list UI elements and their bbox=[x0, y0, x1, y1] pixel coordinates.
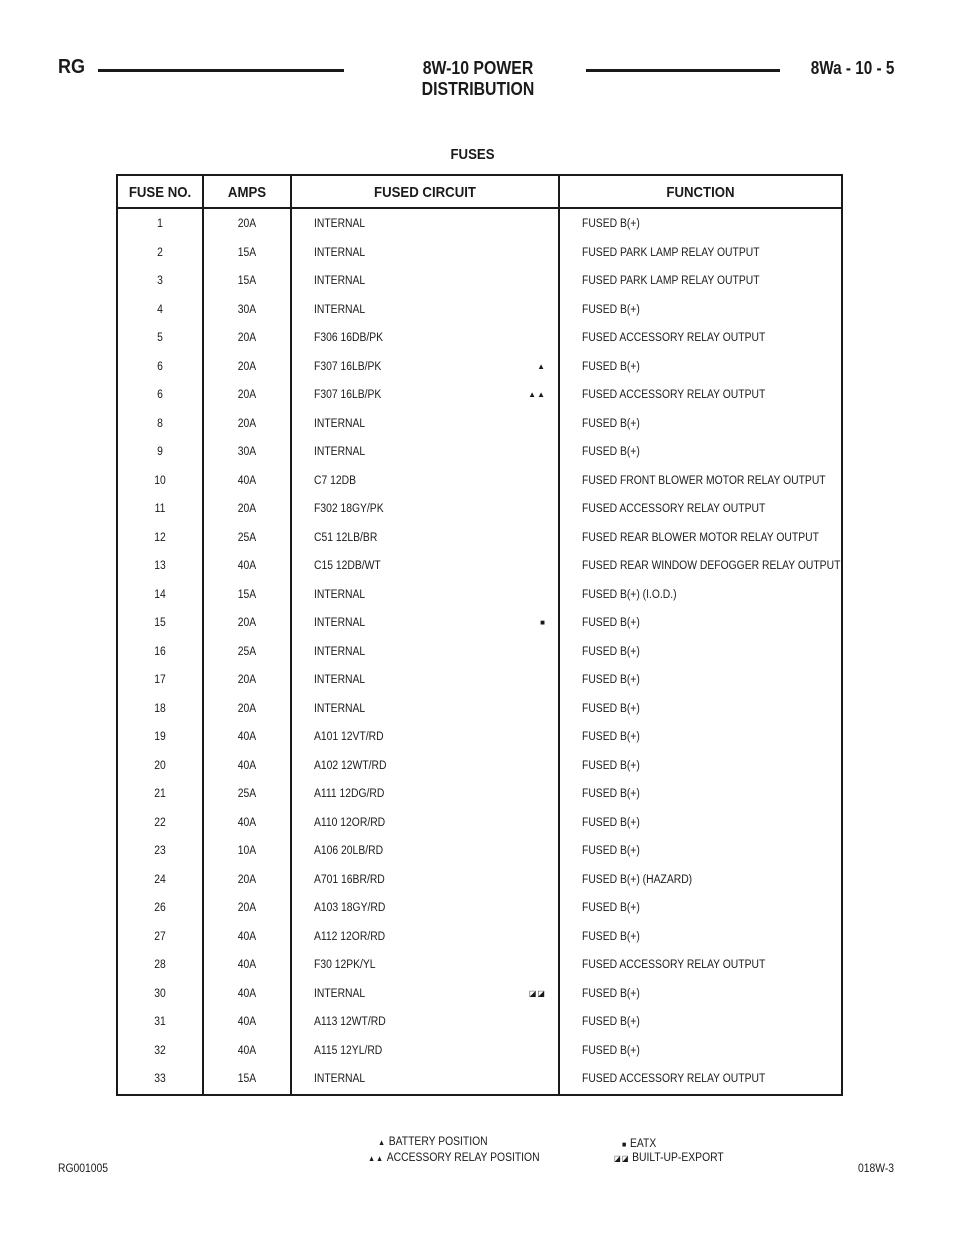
table-row bbox=[118, 1065, 841, 1094]
fuse-function: FUSED B(+) bbox=[582, 303, 640, 316]
position-marker-icon: ▲▲ bbox=[528, 390, 546, 400]
fused-circuit: F307 16LB/PK bbox=[314, 360, 382, 373]
table-row bbox=[118, 980, 841, 1009]
legend-label: BUILT-UP-EXPORT bbox=[632, 1152, 724, 1164]
fuse-number: 32 bbox=[154, 1044, 166, 1057]
fuse-function: FUSED PARK LAMP RELAY OUTPUT bbox=[582, 275, 760, 288]
fused-circuit: A102 12WT/RD bbox=[314, 759, 387, 772]
figure-code: 018W-3 bbox=[857, 1163, 894, 1175]
fuse-number: 17 bbox=[154, 674, 166, 687]
page-header bbox=[58, 56, 894, 99]
fuse-amps: 40A bbox=[237, 759, 257, 772]
fuse-amps: 20A bbox=[237, 218, 257, 230]
table-row bbox=[118, 923, 841, 952]
fuse-amps: 20A bbox=[237, 702, 257, 715]
fuse-amps: 40A bbox=[237, 731, 257, 744]
fused-circuit: A701 16BR/RD bbox=[314, 873, 385, 886]
fused-circuit: C7 12DB bbox=[314, 474, 357, 487]
double-triangle-icon: ▲▲ bbox=[368, 1154, 385, 1163]
fuse-function: FUSED ACCESSORY RELAY OUTPUT bbox=[582, 959, 766, 972]
fuse-number: 18 bbox=[154, 702, 166, 715]
fuse-function: FUSED B(+) (HAZARD) bbox=[582, 873, 693, 886]
fuse-number: 19 bbox=[154, 731, 166, 744]
header-page-number: 8Wa - 10 - 5 bbox=[810, 58, 894, 78]
fuse-amps: 30A bbox=[237, 303, 257, 316]
fuse-amps: 40A bbox=[237, 930, 257, 943]
fused-circuit: INTERNAL bbox=[314, 588, 366, 601]
fuse-amps: 40A bbox=[237, 474, 257, 487]
column-header-amps: AMPS bbox=[227, 184, 267, 201]
table-row bbox=[118, 410, 841, 439]
fuse-number: 31 bbox=[154, 1016, 166, 1029]
legend-eatx bbox=[622, 1138, 656, 1150]
fused-circuit: A101 12VT/RD bbox=[314, 731, 384, 744]
fuse-number: 24 bbox=[154, 873, 166, 886]
fuse-function: FUSED B(+) bbox=[582, 788, 640, 801]
legend-label: ACCESSORY RELAY POSITION bbox=[386, 1152, 540, 1164]
legend-label: BATTERY POSITION bbox=[388, 1136, 488, 1148]
header-rule-right bbox=[586, 69, 780, 72]
fuse-amps: 20A bbox=[237, 503, 257, 516]
header-divider bbox=[118, 207, 841, 209]
fused-circuit: C15 12DB/WT bbox=[314, 560, 381, 573]
table-row bbox=[118, 495, 841, 524]
fuse-function: FUSED PARK LAMP RELAY OUTPUT bbox=[582, 246, 760, 259]
fuse-amps: 20A bbox=[237, 360, 257, 373]
fuse-amps: 25A bbox=[237, 788, 257, 801]
table-row bbox=[118, 609, 841, 638]
fuse-number: 13 bbox=[154, 560, 166, 573]
table-row bbox=[118, 210, 841, 239]
fuse-function: FUSED ACCESSORY RELAY OUTPUT bbox=[582, 503, 766, 516]
fuse-function: FUSED B(+) bbox=[582, 731, 640, 744]
fuse-number: 20 bbox=[154, 759, 166, 772]
table-row bbox=[118, 723, 841, 752]
fused-circuit: A112 12OR/RD bbox=[314, 930, 386, 943]
fuse-amps: 15A bbox=[237, 588, 257, 601]
fused-circuit: A115 12YL/RD bbox=[314, 1044, 383, 1057]
fuse-function: FUSED B(+) bbox=[582, 218, 640, 230]
export-marker-icon: ◪◪ bbox=[528, 988, 546, 998]
fuse-number: 6 bbox=[157, 389, 163, 402]
fuse-number: 30 bbox=[154, 987, 166, 1000]
fuse-number: 9 bbox=[157, 446, 163, 459]
half-square-icon: ◪◪ bbox=[614, 1154, 630, 1163]
fused-circuit: INTERNAL bbox=[314, 617, 366, 630]
column-header-fuse-no: FUSE NO. bbox=[128, 184, 192, 201]
fuse-amps: 40A bbox=[237, 816, 257, 829]
fuse-function: FUSED B(+) bbox=[582, 645, 640, 658]
table-row bbox=[118, 552, 841, 581]
square-icon: ■ bbox=[622, 1140, 628, 1149]
table-row bbox=[118, 752, 841, 781]
fuse-amps: 40A bbox=[237, 987, 257, 1000]
header-section-code: RG bbox=[58, 56, 85, 78]
fuse-amps: 20A bbox=[237, 873, 257, 886]
fuse-function: FUSED B(+) bbox=[582, 360, 640, 373]
fuse-number: 11 bbox=[154, 503, 166, 516]
fused-circuit: A110 12OR/RD bbox=[314, 816, 386, 829]
fuse-number: 4 bbox=[157, 303, 163, 316]
header-rule-left bbox=[98, 69, 344, 72]
fuse-amps: 10A bbox=[237, 845, 257, 858]
fused-circuit: F30 12PK/YL bbox=[314, 959, 376, 972]
fuse-function: FUSED B(+) bbox=[582, 930, 640, 943]
fuse-amps: 20A bbox=[237, 902, 257, 915]
fused-circuit: INTERNAL bbox=[314, 702, 366, 715]
fuse-function: FUSED B(+) bbox=[582, 845, 640, 858]
table-row bbox=[118, 438, 841, 467]
fused-circuit: C51 12LB/BR bbox=[314, 531, 378, 544]
fuse-number: 21 bbox=[154, 788, 166, 801]
fuse-amps: 20A bbox=[237, 389, 257, 402]
fuse-function: FUSED ACCESSORY RELAY OUTPUT bbox=[582, 1073, 766, 1086]
table-row bbox=[118, 381, 841, 410]
fuse-number: 6 bbox=[157, 360, 163, 373]
fused-circuit: INTERNAL bbox=[314, 446, 366, 459]
fused-circuit: F306 16DB/PK bbox=[314, 332, 384, 345]
fused-circuit: INTERNAL bbox=[314, 1073, 366, 1086]
header-title: 8W-10 POWER DISTRIBUTION bbox=[421, 58, 535, 99]
fuse-amps: 30A bbox=[237, 446, 257, 459]
table-row bbox=[118, 296, 841, 325]
fuse-number: 33 bbox=[154, 1073, 166, 1086]
table-row bbox=[118, 638, 841, 667]
legend-accessory-relay-position bbox=[368, 1152, 540, 1164]
position-marker-icon: ▲ bbox=[537, 361, 546, 371]
fuse-number: 1 bbox=[157, 218, 163, 230]
fused-circuit: F302 18GY/PK bbox=[314, 503, 384, 516]
column-header-function: FUNCTION bbox=[666, 184, 735, 201]
table-row bbox=[118, 809, 841, 838]
table-row bbox=[118, 894, 841, 923]
fused-circuit: A106 20LB/RD bbox=[314, 845, 384, 858]
fuse-function: FUSED REAR BLOWER MOTOR RELAY OUTPUT bbox=[582, 531, 819, 544]
table-row bbox=[118, 353, 841, 382]
fuse-number: 14 bbox=[154, 588, 166, 601]
fuse-function: FUSED B(+) bbox=[582, 617, 640, 630]
fuse-table bbox=[116, 174, 843, 1096]
column-header-fused-circuit: FUSED CIRCUIT bbox=[374, 184, 476, 201]
fuse-amps: 20A bbox=[237, 332, 257, 345]
fuse-function: FUSED REAR WINDOW DEFOGGER RELAY OUTPUT bbox=[582, 560, 841, 573]
table-row bbox=[118, 239, 841, 268]
fuse-number: 23 bbox=[154, 845, 166, 858]
fuse-function: FUSED B(+) bbox=[582, 1016, 640, 1029]
figure-id: RG001005 bbox=[58, 1163, 109, 1175]
fuse-amps: 15A bbox=[237, 1073, 257, 1086]
fuse-amps: 20A bbox=[237, 674, 257, 687]
fuse-amps: 20A bbox=[237, 617, 257, 630]
table-row bbox=[118, 666, 841, 695]
fuse-amps: 40A bbox=[237, 560, 257, 573]
fuse-number: 26 bbox=[154, 902, 166, 915]
fuse-function: FUSED B(+) bbox=[582, 987, 640, 1000]
fuse-amps: 15A bbox=[237, 246, 257, 259]
table-row bbox=[118, 1008, 841, 1037]
fused-circuit: F307 16LB/PK bbox=[314, 389, 382, 402]
table-row bbox=[118, 324, 841, 353]
fuse-amps: 25A bbox=[237, 531, 257, 544]
table-row bbox=[118, 866, 841, 895]
fused-circuit: INTERNAL bbox=[314, 303, 366, 316]
fuse-function: FUSED FRONT BLOWER MOTOR RELAY OUTPUT bbox=[582, 474, 826, 487]
fuse-function: FUSED B(+) (I.O.D.) bbox=[582, 588, 677, 601]
fuse-number: 5 bbox=[157, 332, 163, 345]
fuse-amps: 25A bbox=[237, 645, 257, 658]
table-row bbox=[118, 581, 841, 610]
legend-built-up-export bbox=[614, 1152, 724, 1164]
fuse-function: FUSED B(+) bbox=[582, 674, 640, 687]
fuse-function: FUSED B(+) bbox=[582, 816, 640, 829]
triangle-icon: ▲ bbox=[378, 1138, 387, 1147]
fused-circuit: INTERNAL bbox=[314, 674, 366, 687]
fuse-number: 27 bbox=[154, 930, 166, 943]
fuse-amps: 40A bbox=[237, 1044, 257, 1057]
fuse-function: FUSED B(+) bbox=[582, 902, 640, 915]
fuse-number: 2 bbox=[157, 246, 163, 259]
fuse-number: 28 bbox=[154, 959, 166, 972]
table-row bbox=[118, 467, 841, 496]
eatx-marker-icon: ■ bbox=[540, 618, 546, 628]
fused-circuit: INTERNAL bbox=[314, 275, 366, 288]
fuse-number: 22 bbox=[154, 816, 166, 829]
legend-battery-position bbox=[378, 1136, 488, 1148]
fuse-function: FUSED B(+) bbox=[582, 1044, 640, 1057]
fuse-number: 15 bbox=[154, 617, 166, 630]
fuse-number: 10 bbox=[154, 474, 166, 487]
table-row bbox=[118, 780, 841, 809]
fused-circuit: INTERNAL bbox=[314, 218, 366, 230]
table-row bbox=[118, 951, 841, 980]
fuse-function: FUSED ACCESSORY RELAY OUTPUT bbox=[582, 389, 766, 402]
fuse-number: 16 bbox=[154, 645, 166, 658]
fuse-function: FUSED ACCESSORY RELAY OUTPUT bbox=[582, 332, 766, 345]
table-row bbox=[118, 1037, 841, 1066]
page-title: FUSES bbox=[450, 146, 495, 163]
fused-circuit: INTERNAL bbox=[314, 645, 366, 658]
table-row bbox=[118, 695, 841, 724]
table-row bbox=[118, 267, 841, 296]
fused-circuit: A103 18GY/RD bbox=[314, 902, 386, 915]
fuse-function: FUSED B(+) bbox=[582, 702, 640, 715]
fused-circuit: A111 12DG/RD bbox=[314, 788, 385, 801]
fused-circuit: A113 12WT/RD bbox=[314, 1016, 386, 1029]
fuse-amps: 15A bbox=[237, 275, 257, 288]
table-row bbox=[118, 524, 841, 553]
fuse-number: 3 bbox=[157, 275, 163, 288]
fuse-function: FUSED B(+) bbox=[582, 446, 640, 459]
fuse-function: FUSED B(+) bbox=[582, 759, 640, 772]
fuse-amps: 40A bbox=[237, 959, 257, 972]
fuse-amps: 20A bbox=[237, 417, 257, 430]
fuse-function: FUSED B(+) bbox=[582, 417, 640, 430]
fuse-number: 8 bbox=[157, 417, 163, 430]
fused-circuit: INTERNAL bbox=[314, 987, 366, 1000]
fuse-amps: 40A bbox=[237, 1016, 257, 1029]
table-row bbox=[118, 837, 841, 866]
legend-label: EATX bbox=[629, 1138, 657, 1150]
fuse-number: 12 bbox=[154, 531, 166, 544]
fused-circuit: INTERNAL bbox=[314, 246, 366, 259]
fused-circuit: INTERNAL bbox=[314, 417, 366, 430]
